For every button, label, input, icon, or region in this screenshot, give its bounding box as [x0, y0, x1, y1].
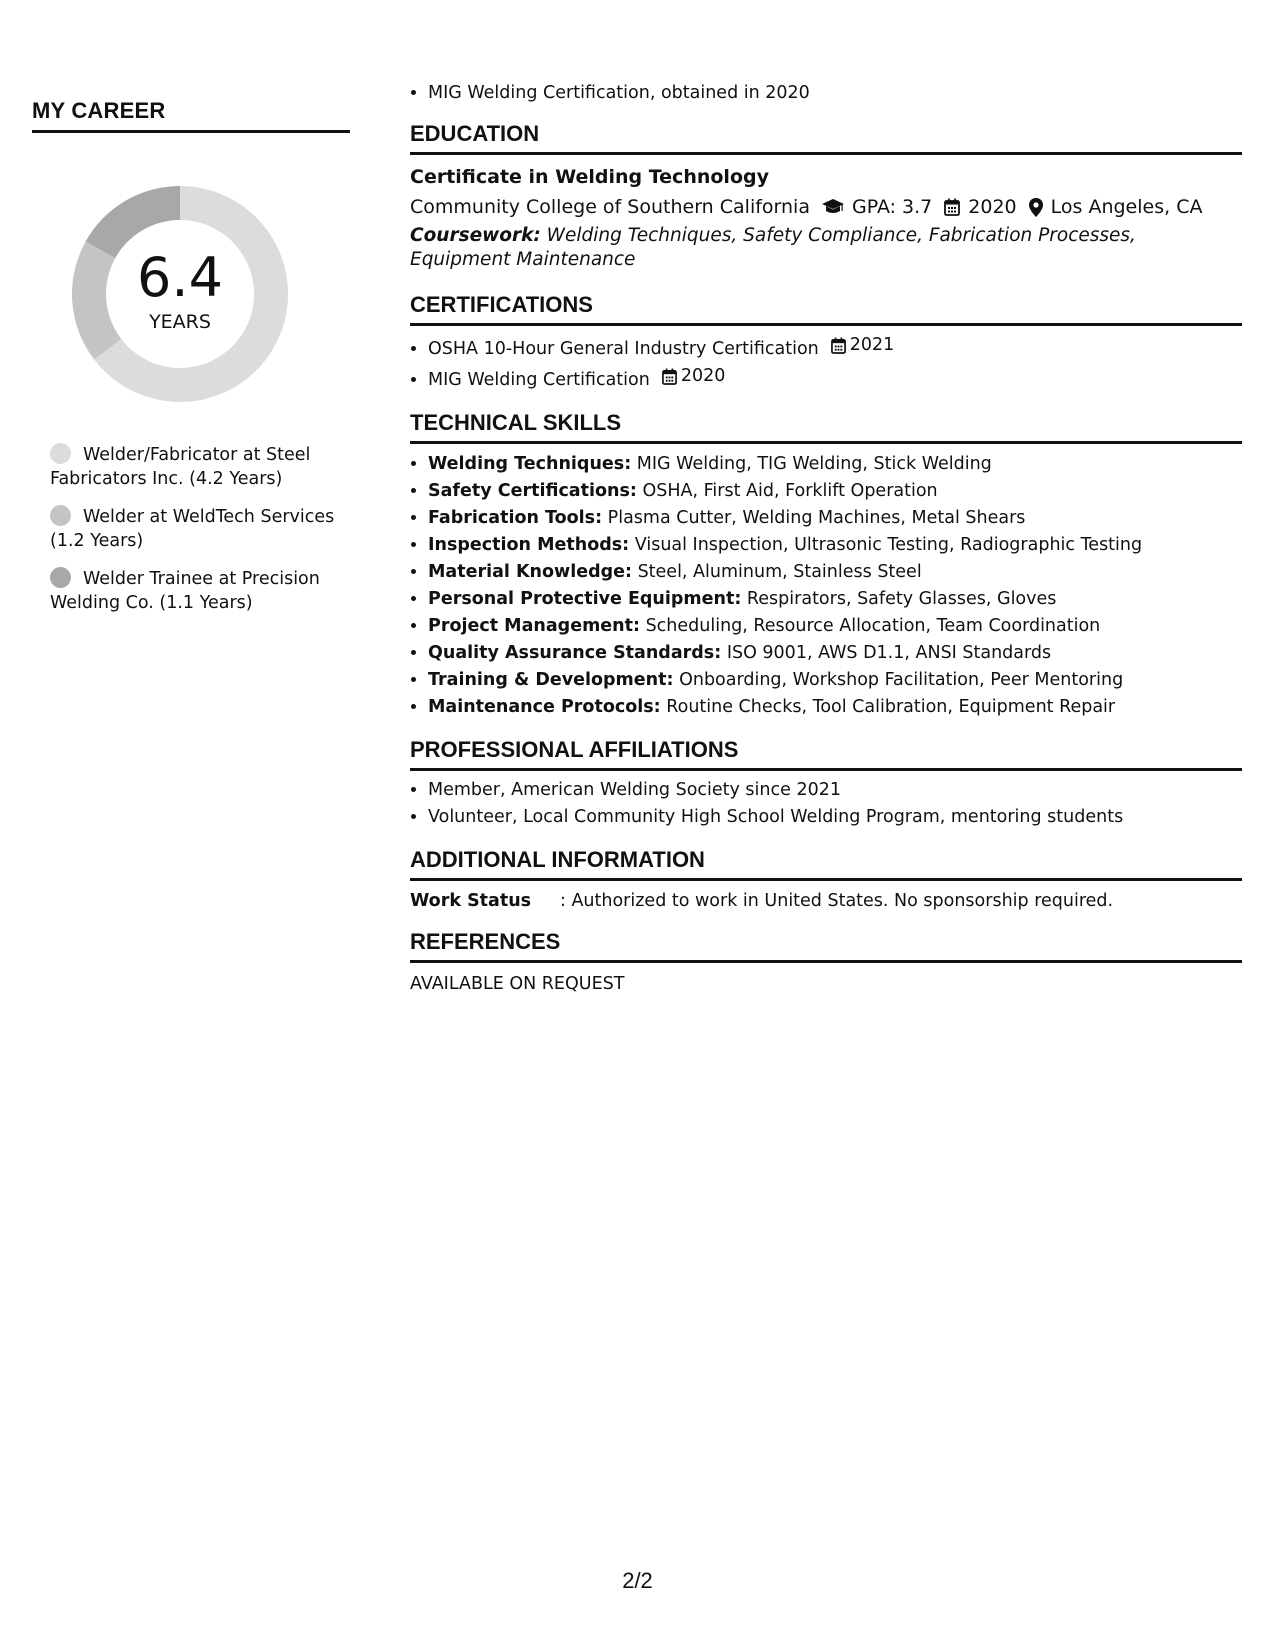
skill-label: Fabrication Tools: [428, 508, 603, 528]
skill-value: Respirators, Safety Glasses, Gloves [746, 589, 1057, 609]
affiliations-heading: PROFESSIONAL AFFILIATIONS [410, 737, 1242, 771]
skill-label: Maintenance Protocols: [428, 697, 661, 717]
carryover-bullets [428, 80, 1242, 107]
skill-label: Quality Assurance Standards: [428, 643, 722, 663]
calendar-icon [944, 198, 960, 216]
donut-total-value: 6.4 [137, 246, 223, 309]
affiliations-section [410, 737, 1242, 831]
list-item [428, 559, 1242, 586]
list-item [428, 478, 1242, 505]
resume-main [410, 80, 1242, 996]
skills-list [428, 451, 1242, 721]
skills-heading: TECHNICAL SKILLS [410, 410, 1242, 444]
coursework-list: Welding Techniques, Safety Compliance, Fabrication Processes, Equipment Maintenance [410, 225, 1136, 270]
list-item [428, 363, 1242, 394]
skill-value: Scheduling, Resource Allocation, Team Coordination [645, 616, 1101, 636]
donut-unit-label: YEARS [149, 311, 211, 333]
skill-label: Training & Development: [428, 670, 674, 690]
legend-dot-icon [50, 443, 71, 464]
donut-center [65, 179, 295, 409]
list-item [428, 532, 1242, 559]
list-item [428, 640, 1242, 667]
skills-section [410, 410, 1242, 721]
references-text: AVAILABLE ON REQUEST [410, 974, 625, 994]
work-status-label: Work Status [410, 891, 532, 911]
cert-date: 2021 [831, 332, 895, 359]
list-item [428, 694, 1242, 721]
skill-value: Onboarding, Workshop Facilitation, Peer Mentoring [679, 670, 1124, 690]
skill-value: Visual Inspection, Ultrasonic Testing, Radiographic Testing [634, 535, 1143, 555]
certifications-list [428, 332, 1242, 394]
skill-value: Steel, Aluminum, Stainless Steel [637, 562, 922, 582]
skill-label: Safety Certifications: [428, 481, 637, 501]
additional-info-heading: ADDITIONAL INFORMATION [410, 847, 1242, 881]
skill-label: Personal Protective Equipment: [428, 589, 742, 609]
education-section [410, 121, 1242, 272]
school-name: Community College of Southern California [410, 196, 810, 218]
graduation-year: 2020 [968, 196, 1017, 218]
skill-value: Routine Checks, Tool Calibration, Equipment Repair [666, 697, 1116, 717]
calendar-icon [662, 368, 677, 385]
education-heading: EDUCATION [410, 121, 1242, 155]
skill-label: Welding Techniques: [428, 454, 632, 474]
list-item [428, 332, 1242, 363]
education-details [410, 190, 1242, 224]
references-section [410, 929, 1242, 996]
legend-dot-icon [50, 567, 71, 588]
legend-label: Welder/Fabricator at Steel Fabricators Inc. (4.2 Years) [50, 445, 311, 489]
list-item [428, 586, 1242, 613]
cert-name: OSHA 10-Hour General Industry Certification [428, 339, 819, 359]
career-title: MY CAREER [32, 98, 350, 133]
references-heading: REFERENCES [410, 929, 1242, 963]
legend-item [50, 443, 340, 491]
degree-title: Certificate in Welding Technology [410, 166, 769, 188]
skill-label: Inspection Methods: [428, 535, 630, 555]
skill-value: OSHA, First Aid, Forklift Operation [642, 481, 938, 501]
cert-name: MIG Welding Certification [428, 370, 650, 390]
skill-value: MIG Welding, TIG Welding, Stick Welding [636, 454, 992, 474]
legend-dot-icon [50, 505, 71, 526]
skill-label: Project Management: [428, 616, 640, 636]
coursework-label: Coursework: [410, 225, 541, 246]
location-pin-icon [1029, 198, 1043, 217]
skill-value: ISO 9001, AWS D1.1, ANSI Standards [726, 643, 1052, 663]
page-number: 2/2 [622, 1568, 653, 1593]
career-sidebar [32, 98, 350, 629]
cert-date: 2020 [662, 363, 726, 390]
calendar-icon [831, 337, 846, 354]
list-item: • Volunteer, Local Community High School Welding Program, mentoring students [428, 804, 1242, 831]
career-donut-chart [65, 179, 295, 409]
certifications-heading: CERTIFICATIONS [410, 292, 1242, 326]
skill-value: Plasma Cutter, Welding Machines, Metal Shears [607, 508, 1026, 528]
skill-label: Material Knowledge: [428, 562, 632, 582]
work-status-value: : Authorized to work in United States. No sponsorship required. [560, 891, 1114, 911]
graduation-cap-icon [822, 199, 844, 215]
list-item: • MIG Welding Certification, obtained in 2020 [428, 80, 1242, 107]
list-item [428, 667, 1242, 694]
certifications-section [410, 292, 1242, 394]
career-legend [50, 443, 340, 615]
additional-info-section [410, 847, 1242, 913]
coursework [410, 224, 1242, 272]
list-item [428, 613, 1242, 640]
work-status-row [410, 889, 1242, 913]
gpa-value: GPA: 3.7 [851, 196, 933, 218]
legend-item [50, 505, 340, 553]
school-location: Los Angeles, CA [1050, 196, 1203, 218]
legend-item [50, 567, 340, 615]
list-item [428, 505, 1242, 532]
legend-label: Welder Trainee at Precision Welding Co. (1.1 Years) [50, 569, 320, 613]
list-item [428, 451, 1242, 478]
legend-label: Welder at WeldTech Services (1.2 Years) [50, 507, 335, 551]
affiliations-list [428, 777, 1242, 831]
list-item: • Member, American Welding Society since 2021 [428, 777, 1242, 804]
